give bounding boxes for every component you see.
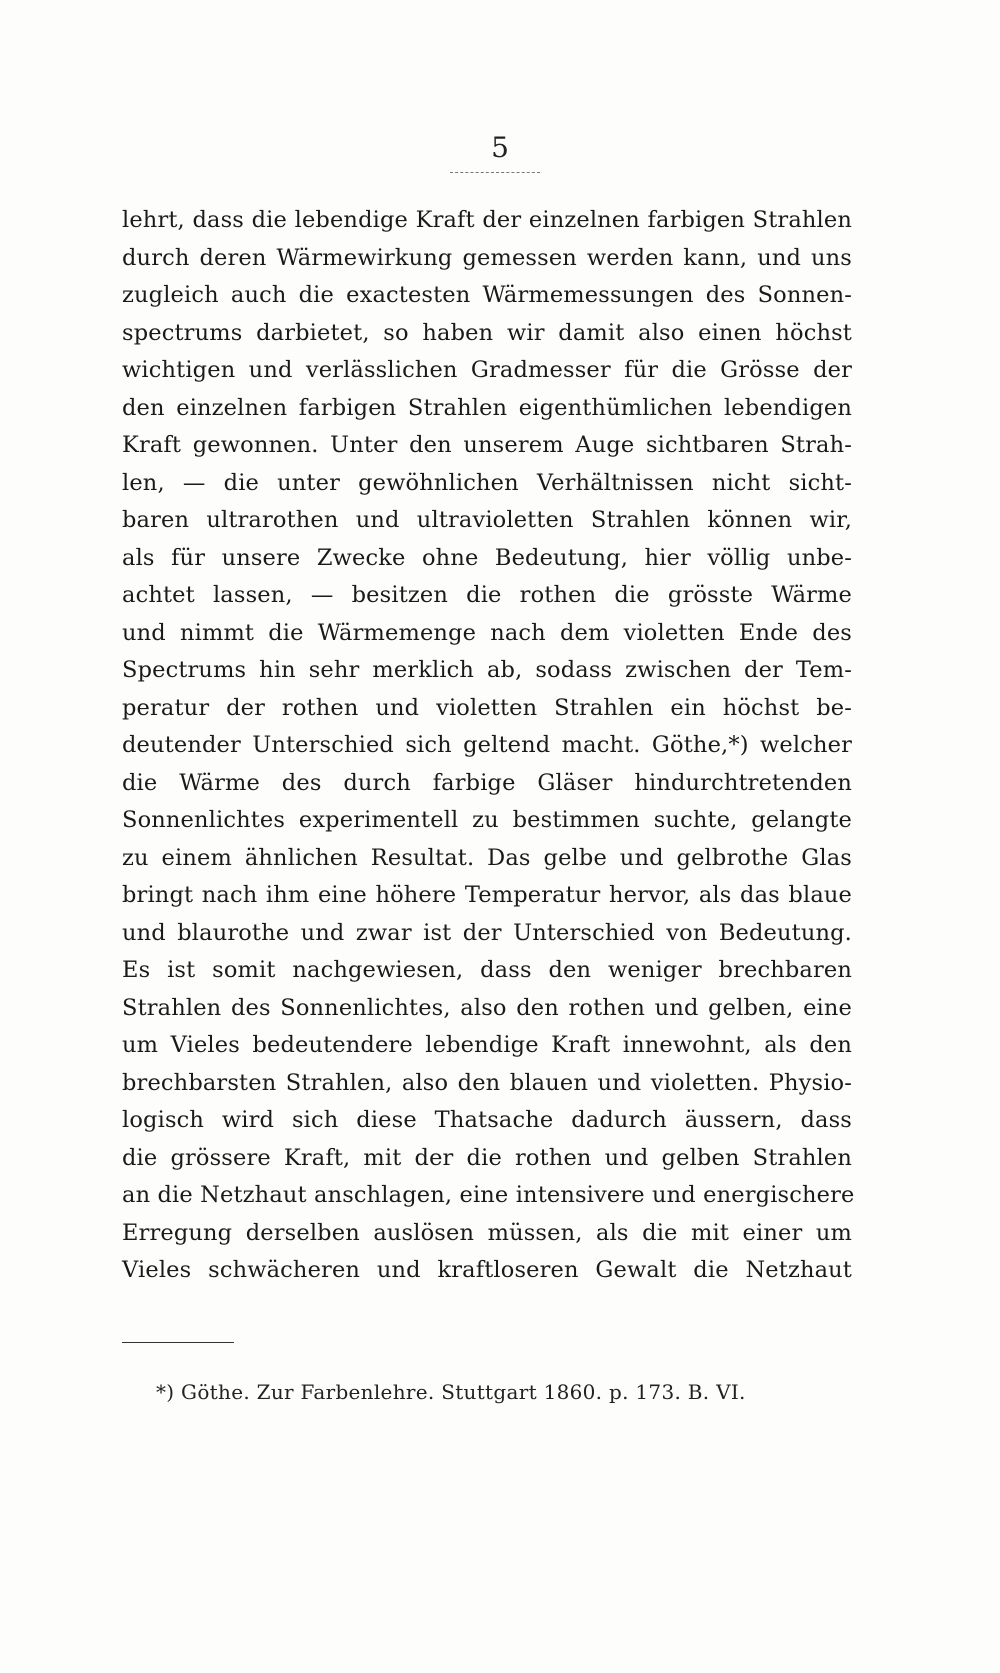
text-line: spectrums darbietet, so haben wir damit also einen höchst <box>122 319 852 346</box>
text-line: um Vieles bedeutendere lebendige Kraft innewohnt, als den <box>122 1032 852 1058</box>
text-line: achtet lassen, — besitzen die rothen die grösste Wärme <box>122 582 852 608</box>
text-line: bringt nach ihm eine höhere Temperatur hervor, als das blaue <box>122 882 852 908</box>
text-line: deutender Unterschied sich geltend macht. Göthe,*) welcher <box>122 732 852 758</box>
header-rule <box>450 172 540 173</box>
text-line: als für unsere Zwecke ohne Bedeutung, hier völlig unbe- <box>122 544 852 571</box>
text-line: lehrt, dass die lebendige Kraft der einzelnen farbigen Strahlen <box>122 207 852 233</box>
text-line: Spectrums hin sehr merklich ab, sodass zwischen der Tem- <box>122 657 852 683</box>
text-line: brechbarsten Strahlen, also den blauen und violetten. Physio- <box>122 1069 852 1096</box>
text-line: peratur der rothen und violetten Strahlen ein höchst be- <box>122 694 852 721</box>
text-line: logisch wird sich diese Thatsache dadurch äussern, dass <box>122 1107 852 1133</box>
text-line: Es ist somit nachgewiesen, dass den weniger brechbaren <box>122 957 852 983</box>
text-line: Erregung derselben auslösen müssen, als die mit einer um <box>122 1219 852 1246</box>
text-line: zu einem ähnlichen Resultat. Das gelbe und gelbrothe Glas <box>122 844 852 871</box>
text-line: durch deren Wärmewirkung gemessen werden kann, und uns <box>122 244 852 271</box>
text-line: len, — die unter gewöhnlichen Verhältnissen nicht sicht- <box>122 469 852 496</box>
text-line: und blaurothe und zwar ist der Unterschied von Bedeutung. <box>122 919 852 946</box>
text-line: Sonnenlichtes experimentell zu bestimmen suchte, gelangte <box>122 807 852 833</box>
footnote: *) Göthe. Zur Farbenlehre. Stuttgart 1860. p. 173. B. VI. <box>156 1380 746 1404</box>
text-line: an die Netzhaut anschlagen, eine intensivere und energischere <box>122 1182 855 1208</box>
text-line: wichtigen und verlässlichen Gradmesser für die Grösse der <box>122 357 852 383</box>
text-line: und nimmt die Wärmemenge nach dem violetten Ende des <box>122 619 852 646</box>
text-line: die grössere Kraft, mit der die rothen und gelben Strahlen <box>122 1144 852 1171</box>
page-number: 5 <box>491 131 509 164</box>
text-line: den einzelnen farbigen Strahlen eigenthümlichen lebendigen <box>122 394 852 421</box>
text-line: baren ultrarothen und ultravioletten Strahlen können wir, <box>122 507 852 533</box>
footnote-rule <box>122 1342 234 1343</box>
text-line: Strahlen des Sonnenlichtes, also den rothen und gelben, eine <box>122 994 852 1021</box>
text-line: Kraft gewonnen. Unter den unserem Auge sichtbaren Strah- <box>122 432 852 458</box>
text-line: Vieles schwächeren und kraftloseren Gewalt die Netzhaut <box>122 1257 852 1283</box>
text-line: zugleich auch die exactesten Wärmemessungen des Sonnen- <box>122 282 852 308</box>
body-text <box>122 202 855 1290</box>
text-line: die Wärme des durch farbige Gläser hindurchtretenden <box>122 769 852 796</box>
